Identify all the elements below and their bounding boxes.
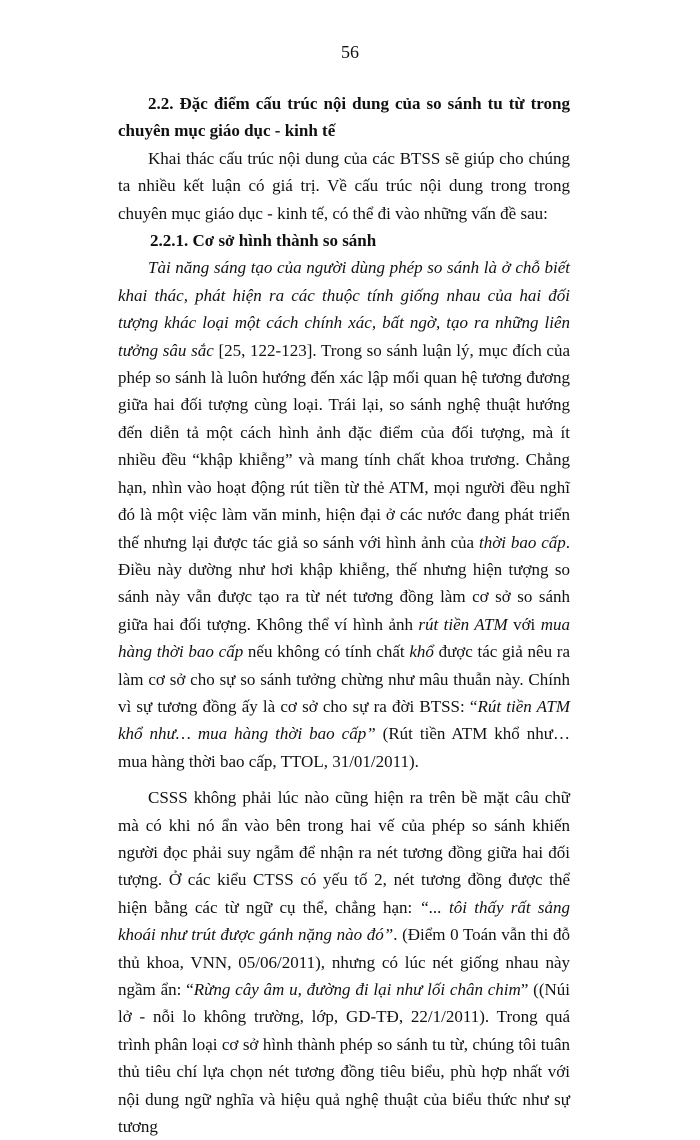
intro-paragraph: Khai thác cấu trúc nội dung của các BTSS sẽ giúp cho chúng ta nhiều kết luận có giá trị. Về cấu trúc nội dung trong trong chuyên mục giáo dục - kinh tế, có thể đi vào những vấn đề sau: <box>118 148 570 223</box>
italic-example: Rừng cây âm u, đường đi lại như lối chân chim <box>193 980 521 999</box>
body-text: được tác giả nêu ra làm cơ sở cho sự so sánh tưởng chừng như mâu thuẫn này. Chính vì sự tương đồng ấy là cơ sở cho sự ra đời BTSS: “ <box>118 642 570 716</box>
italic-term: rút tiền ATM <box>418 614 508 634</box>
body-text: ” ((Núi lở - nỗi lo không trường, lớp, GD-TĐ, 22/1/2011). Trong quá trình phân loại cơ sở hình thành phép so sánh tu từ, chúng tôi tuân thủ tiêu chí lựa chọn nét tương đồng tiêu biểu, phù hợp nhất với nội dung ngữ nghĩa và hiệu quả nghệ thuật của biểu thức như sự tương <box>118 980 570 1137</box>
body-text: nếu không có tính chất <box>243 642 410 662</box>
body-text: . (Điểm 0 Toán vẫn thi đỗ thủ khoa, VNN, 05/06/2011), nhưng có lúc nét giống nhau này ngầm ẩn: “ <box>118 925 571 999</box>
italic-example: Rút tiền ATM khổ như… mua hàng thời bao cấp” <box>118 696 570 744</box>
subsection-heading: 2.2.1. Cơ sở hình thành so sánh <box>150 231 377 251</box>
section-heading: 2.2. Đặc điểm cấu trúc nội dung của so sánh tu từ trong chuyên mục giáo dục - kinh tế <box>118 94 570 141</box>
italic-term: khổ <box>409 642 434 662</box>
quote-text: Tài năng sáng tạo của người dùng phép so sánh là ở chỗ biết khai thác, phát hiện ra các thuộc tính giống nhau của hai đối tượng khác loại một cách chính xác, bất ngờ, tạo ra những liên tưởng sâu sắc <box>118 258 570 360</box>
body-text: [25, 122-123]. Trong so sánh luận lý, mục đích của phép so sánh là luôn hướng đến xác lập mối quan hệ tương đương giữa hai đối tượng cùng loại. Trái lại, so sánh nghệ thuật hướng đến diễn tả một cách hình ảnh đặc điểm của đối tượng, mà ít nhiều đều “khập khiễng” và mang tính chất khoa trương. Chẳng hạn, nhìn vào hoạt động rút tiền từ thẻ ATM, mọi người đều nghĩ đó là một việc làm văn minh, hiện đại ở các nước đang phát triển thế nhưng lại được tác giả so sánh với hình ảnh của <box>118 340 570 552</box>
page-body <box>118 90 570 1140</box>
italic-term: thời bao cấp <box>478 532 566 552</box>
body-text: CSSS không phải lúc nào cũng hiện ra trên bề mặt câu chữ mà có khi nó ẩn vào bên trong hai vế của phép so sánh khiến người đọc phải suy ngẫm để nhận ra nét tương đồng giữa hai đối tượng. Ở các kiểu CTSS có yếu tố 2, nét tương đồng được thể hiện bằng các từ ngữ cụ thể, chẳng hạn: <box>118 788 570 917</box>
page-number: 56 <box>341 42 359 62</box>
body-text: với <box>507 614 541 634</box>
paragraph-1 <box>118 254 570 775</box>
paragraph-2 <box>118 784 570 1140</box>
italic-example: “... tôi thấy rất sảng khoái như trút được gánh nặng nào đó” <box>118 897 570 945</box>
body-text: . Điều này dường như hơi khập khiễng, thế nhưng hiện tượng so sánh này vẫn được tạo ra từ nét tương đồng làm cơ sở so sánh giữa hai đối tượng. Không thể ví hình ảnh <box>118 532 570 634</box>
body-text: (Rút tiền ATM khổ như… mua hàng thời bao cấp, TTOL, 31/01/2011). <box>118 724 570 771</box>
italic-term: mua hàng thời bao cấp <box>118 614 570 662</box>
